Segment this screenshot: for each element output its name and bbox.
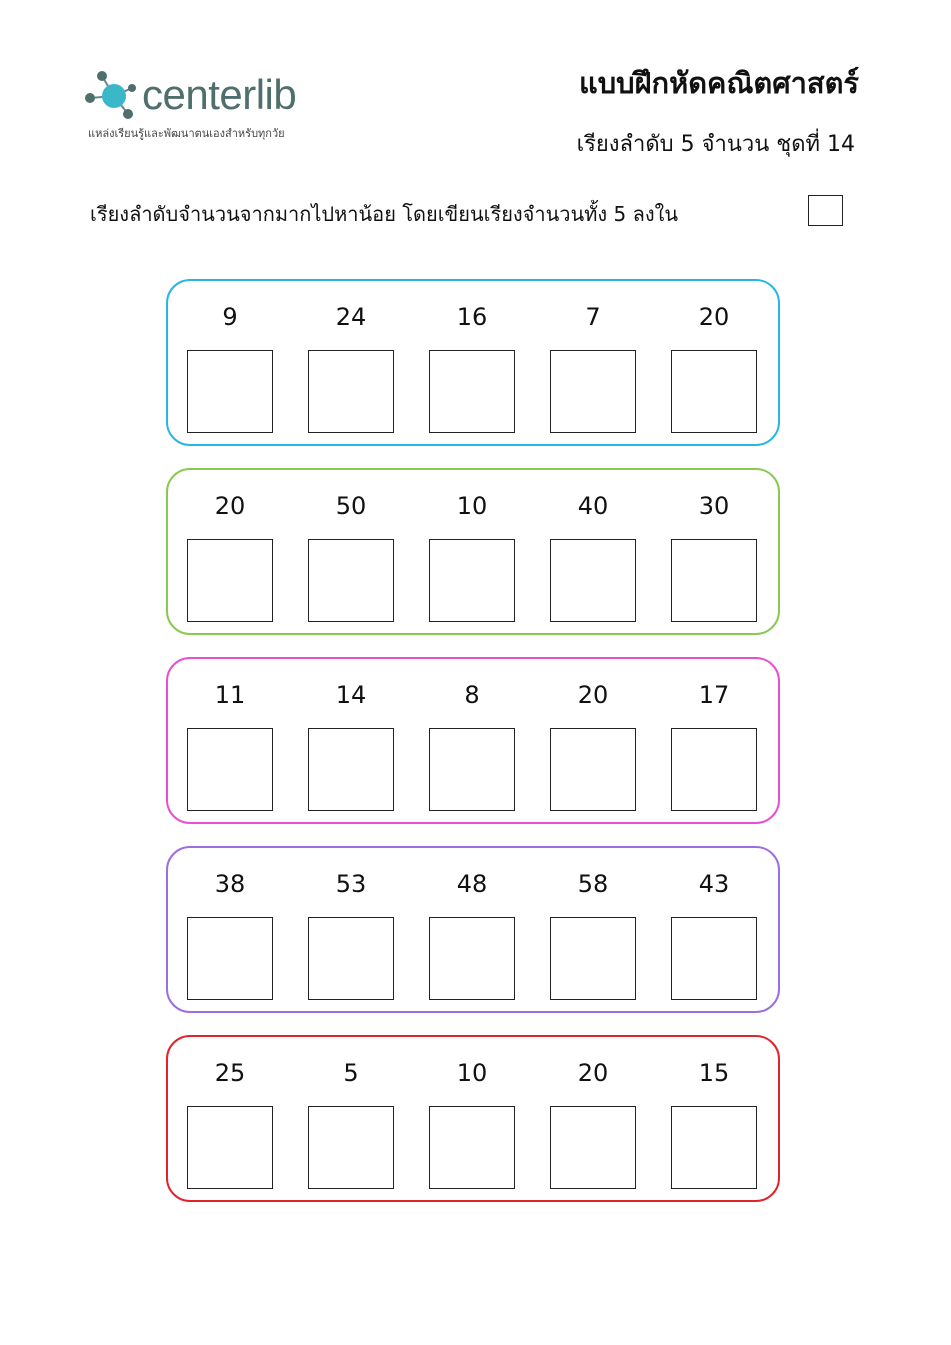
logo-tagline: แหล่งเรียนรู้และพัฒนาตนเองสำหรับทุกวัย: [88, 127, 285, 140]
answer-box[interactable]: [671, 350, 757, 433]
answer-box[interactable]: [429, 917, 515, 1000]
answer-box[interactable]: [671, 1106, 757, 1189]
exercise-group-1: [166, 279, 780, 446]
answer-box[interactable]: [550, 1106, 636, 1189]
number-label: 40: [577, 492, 609, 520]
logo-wordmark: centerlib: [142, 71, 297, 118]
number-label: 10: [456, 1059, 488, 1087]
answer-box[interactable]: [550, 917, 636, 1000]
answer-box[interactable]: [671, 539, 757, 622]
answer-box[interactable]: [671, 728, 757, 811]
answer-box[interactable]: [308, 539, 394, 622]
number-label: 43: [698, 870, 730, 898]
number-label: 20: [577, 681, 609, 709]
number-label: 11: [214, 681, 246, 709]
answer-box[interactable]: [308, 728, 394, 811]
answer-box[interactable]: [308, 350, 394, 433]
instruction-text: เรียงลำดับจำนวนจากมากไปหาน้อย โดยเขียนเรียงจำนวนทั้ง 5 ลงใน: [90, 202, 679, 226]
number-label: 48: [456, 870, 488, 898]
answer-box[interactable]: [187, 917, 273, 1000]
number-label: 10: [456, 492, 488, 520]
number-label: 24: [335, 303, 367, 331]
number-label: 17: [698, 681, 730, 709]
answer-box[interactable]: [187, 350, 273, 433]
page-subtitle: เรียงลำดับ 5 จำนวน ชุดที่ 14: [576, 132, 855, 157]
number-label: 15: [698, 1059, 730, 1087]
number-label: 20: [214, 492, 246, 520]
exercise-group-5: [166, 1035, 780, 1202]
centerlib-logo: [84, 64, 344, 144]
number-label: 9: [222, 303, 238, 331]
number-label: 20: [577, 1059, 609, 1087]
answer-box[interactable]: [429, 539, 515, 622]
exercise-group-4: [166, 846, 780, 1013]
exercise-group-2: [166, 468, 780, 635]
number-label: 7: [585, 303, 601, 331]
number-label: 53: [335, 870, 367, 898]
number-label: 25: [214, 1059, 246, 1087]
page-title: แบบฝึกหัดคณิตศาสตร์: [579, 66, 859, 100]
answer-box[interactable]: [429, 350, 515, 433]
answer-box[interactable]: [550, 539, 636, 622]
number-label: 50: [335, 492, 367, 520]
number-label: 14: [335, 681, 367, 709]
number-label: 8: [464, 681, 480, 709]
number-label: 16: [456, 303, 488, 331]
answer-box[interactable]: [671, 917, 757, 1000]
number-label: 30: [698, 492, 730, 520]
answer-box[interactable]: [308, 1106, 394, 1189]
answer-box[interactable]: [187, 539, 273, 622]
answer-box[interactable]: [187, 728, 273, 811]
answer-box[interactable]: [429, 1106, 515, 1189]
molecule-logo-icon: [84, 66, 142, 124]
answer-box[interactable]: [187, 1106, 273, 1189]
number-label: 58: [577, 870, 609, 898]
answer-box[interactable]: [308, 917, 394, 1000]
number-label: 38: [214, 870, 246, 898]
instruction-example-box: [808, 195, 843, 226]
answer-box[interactable]: [550, 350, 636, 433]
exercise-group-3: [166, 657, 780, 824]
answer-box[interactable]: [429, 728, 515, 811]
number-label: 5: [343, 1059, 359, 1087]
number-label: 20: [698, 303, 730, 331]
answer-box[interactable]: [550, 728, 636, 811]
